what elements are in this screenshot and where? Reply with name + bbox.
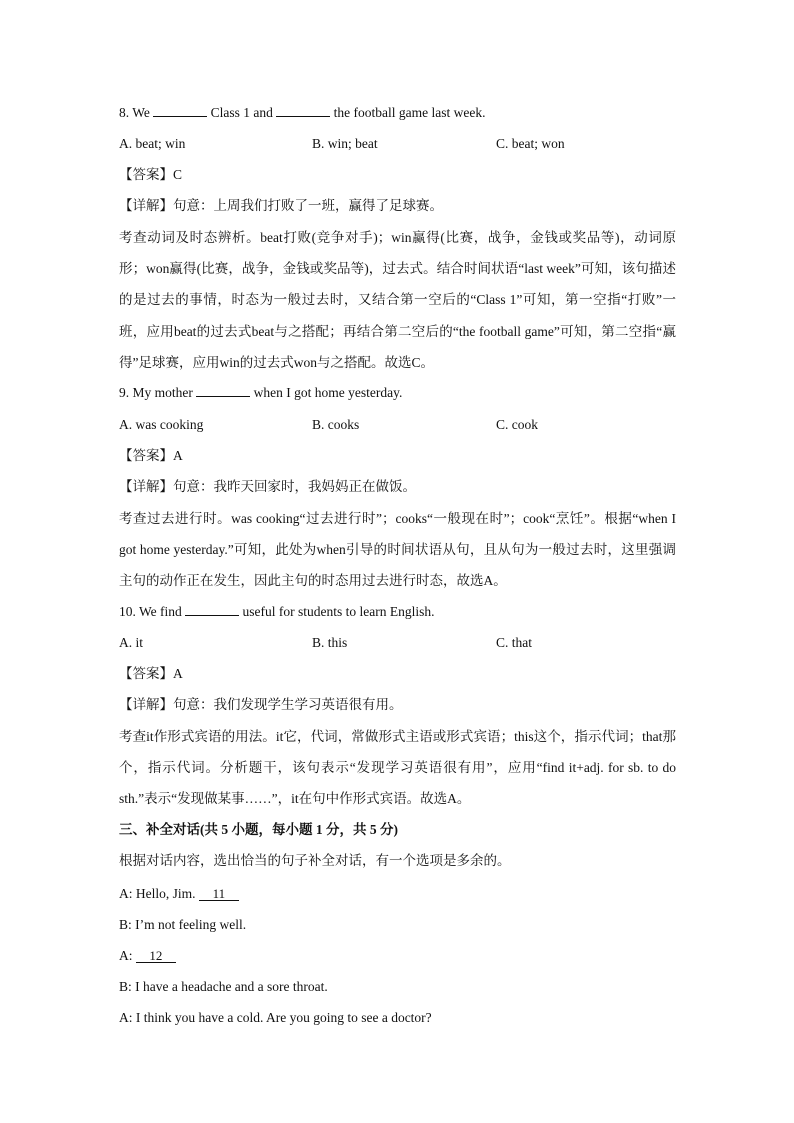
dialogue-line xyxy=(119,978,328,996)
dialogue-prefix: A: xyxy=(119,948,133,963)
q9-stem-b: when I got home yesterday. xyxy=(253,385,403,400)
q8-stem-a: 8. We xyxy=(119,105,150,120)
q10-answer: 【答案】A xyxy=(119,666,183,681)
q10-stem-b: useful for students to learn English. xyxy=(242,604,435,619)
dialogue-prefix: B: I’m not feeling well. xyxy=(119,917,247,932)
dialogue-line xyxy=(119,885,239,903)
q8-stem xyxy=(119,104,486,122)
q8-option-a: A. beat; win xyxy=(119,136,186,151)
q9-detail: 【详解】句意：我昨天回家时，我妈妈正在做饭。 xyxy=(119,479,416,494)
dialogue-blank: 11 xyxy=(199,888,239,901)
section-instruction: 根据对话内容，选出恰当的句子补全对话，有一个选项是多余的。 xyxy=(119,853,511,868)
q9-stem xyxy=(119,384,402,402)
q8-option-b: B. win; beat xyxy=(312,136,378,151)
answer-blank xyxy=(196,384,250,397)
answer-blank xyxy=(153,104,207,117)
q8-stem-b: Class 1 and xyxy=(210,105,273,120)
q9-answer: 【答案】A xyxy=(119,448,183,463)
answer-blank xyxy=(185,603,239,616)
q9-stem-a: 9. My mother xyxy=(119,385,193,400)
q9-option-a: A. was cooking xyxy=(119,417,204,432)
dialogue-prefix: A: Hello, Jim. xyxy=(119,886,196,901)
q10-stem-a: 10. We find xyxy=(119,604,182,619)
dialogue-line xyxy=(119,1009,432,1027)
dialogue-prefix: B: I have a headache and a sore throat. xyxy=(119,979,328,994)
q9-option-b: B. cooks xyxy=(312,417,360,432)
q10-option-c: C. that xyxy=(496,635,532,650)
q8-detail: 【详解】句意：上周我们打败了一班，赢得了足球赛。 xyxy=(119,198,443,213)
q9-analysis: 考查过去进行时。was cooking“过去进行时”；cooks“一般现在时”；cook“烹饪”。根据“when I got home yesterday.”可知，此处为when引导的时间状语从句，且从句为一般过去时，这里强调主句的动作正在发生，因此主句的时态用过去进行时态，故选A。 xyxy=(119,511,676,589)
q9-option-c: C. cook xyxy=(496,417,538,432)
q8-stem-c: the football game last week. xyxy=(333,105,486,120)
q8-answer: 【答案】C xyxy=(119,167,183,182)
dialogue-line xyxy=(119,916,246,934)
dialogue-prefix: A: I think you have a cold. Are you going to see a doctor? xyxy=(119,1010,432,1025)
section-title: 三、补全对话(共 5 小题，每小题 1 分，共 5 分) xyxy=(119,822,398,837)
answer-blank xyxy=(276,104,330,117)
q8-analysis: 考查动词及时态辨析。beat打败(竞争对手)；win赢得(比赛，战争，金钱或奖品等)，动词原形；won赢得(比赛，战争，金钱或奖品等)，过去式。结合时间状语“last week”可知，该句描述的是过去的事情，时态为一般过去时，又结合第一空后的“Class 1”可知，第一空指“打败”一班，应用beat的过去式beat与之搭配；再结合第二空后的“the football game”可知，第二空指“赢得”足球赛，应用win的过去式won与之搭配。故选C。 xyxy=(119,230,676,370)
q10-option-a: A. it xyxy=(119,635,144,650)
q10-option-b: B. this xyxy=(312,635,348,650)
q10-stem xyxy=(119,603,435,621)
q10-analysis: 考查it作形式宾语的用法。it它，代词，常做形式主语或形式宾语；this这个，指示代词；that那个，指示代词。分析题干，该句表示“发现学习英语很有用”，应用“find it+adj. for sb. to do sth.”表示“发现做某事……”，it在句中作形式宾语。故选A。 xyxy=(119,729,676,807)
dialogue-blank: 12 xyxy=(136,950,176,963)
dialogue-line xyxy=(119,947,176,965)
q10-detail: 【详解】句意：我们发现学生学习英语很有用。 xyxy=(119,697,403,712)
q8-option-c: C. beat; won xyxy=(496,136,565,151)
